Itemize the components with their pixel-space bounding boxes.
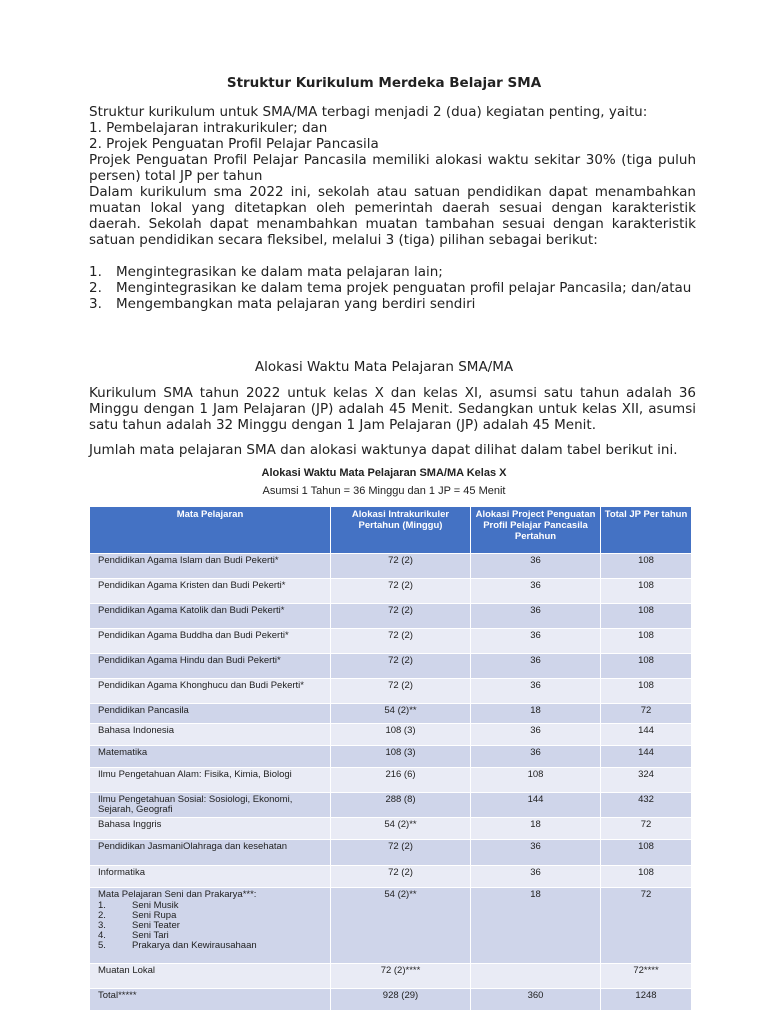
cell-projek: 36	[471, 579, 601, 604]
table-subcaption: Asumsi 1 Tahun = 36 Minggu dan 1 JP = 45 Menit	[262, 485, 506, 497]
cell-total: 108	[601, 840, 692, 866]
cell-subject: Pendidikan Agama Islam dan Budi Pekerti*	[90, 554, 331, 579]
table-row	[90, 793, 692, 818]
header-intra: Alokasi Intrakurikuler Pertahun (Minggu)	[331, 507, 471, 554]
list-text: Mengintegrasikan ke dalam mata pelajaran lain;	[116, 264, 443, 280]
allocation-table	[89, 506, 692, 1011]
list-number: 2.	[98, 910, 106, 921]
cell-subject: Pendidikan Agama Hindu dan Budi Pekerti*	[90, 654, 331, 679]
table-row	[90, 579, 692, 604]
cell-projek: 18	[471, 704, 601, 724]
cell-projek: 36	[471, 746, 601, 768]
list-number: 1.	[98, 900, 106, 911]
cell-subject: Total*****	[90, 989, 331, 1011]
cell-total: 1248	[601, 989, 692, 1011]
cell-intra: 72 (2)	[331, 840, 471, 866]
document-title: Struktur Kurikulum Merdeka Belajar SMA	[226, 75, 542, 91]
cell-total: 108	[601, 554, 692, 579]
cell-projek: 36	[471, 554, 601, 579]
cell-subject: Bahasa Inggris	[90, 818, 331, 840]
cell-intra: 54 (2)**	[331, 818, 471, 840]
cell-total: 108	[601, 679, 692, 704]
section-title: Alokasi Waktu Mata Pelajaran SMA/MA	[254, 359, 514, 375]
table-header-row	[90, 507, 692, 554]
cell-projek: 36	[471, 654, 601, 679]
list-text: Mengintegrasikan ke dalam tema projek penguatan profil pelajar Pancasila; dan/atau	[116, 280, 692, 296]
table-row	[90, 554, 692, 579]
cell-subject: Pendidikan JasmaniOlahraga dan kesehatan	[90, 840, 331, 866]
list-number: 1.	[89, 264, 102, 280]
cell-subject: Pendidikan Agama Katolik dan Budi Pekerti*	[90, 604, 331, 629]
cell-intra: 72 (2)	[331, 554, 471, 579]
list-number: 3.	[98, 920, 106, 931]
intro-item-2: 2. Projek Penguatan Profil Pelajar Pancasila	[89, 136, 379, 152]
seni-list	[98, 901, 322, 951]
cell-intra: 108 (3)	[331, 746, 471, 768]
list-number: 5.	[98, 940, 106, 951]
cell-intra: 288 (8)	[331, 793, 471, 818]
cell-subject: Bahasa Indonesia	[90, 724, 331, 746]
cell-subject: Pendidikan Agama Kristen dan Budi Pekerti*	[90, 579, 331, 604]
table-caption: Alokasi Waktu Mata Pelajaran SMA/MA Kelas X	[261, 467, 507, 479]
table-row	[90, 704, 692, 724]
cell-projek: 18	[471, 888, 601, 964]
table-row-muatan-lokal	[90, 964, 692, 989]
cell-subject: Pendidikan Agama Khonghucu dan Budi Pekerti*	[90, 679, 331, 704]
list-number: 2.	[89, 280, 102, 296]
list-text: Seni Rupa	[132, 910, 177, 921]
cell-projek: 36	[471, 724, 601, 746]
intro-item-1: 1. Pembelajaran intrakurikuler; dan	[89, 120, 328, 136]
cell-projek	[471, 964, 601, 989]
cell-projek: 36	[471, 629, 601, 654]
table-row	[90, 818, 692, 840]
cell-intra: 72 (2)	[331, 679, 471, 704]
cell-intra: 72 (2)	[331, 654, 471, 679]
cell-total: 108	[601, 579, 692, 604]
cell-projek: 36	[471, 840, 601, 866]
table-row	[90, 866, 692, 888]
cell-total: 108	[601, 654, 692, 679]
cell-subject	[90, 888, 331, 964]
header-total: Total JP Per tahun	[601, 507, 692, 554]
projek-paragraph: Projek Penguatan Profil Pelajar Pancasila memiliki alokasi waktu sekitar 30% (tiga puluh persen) total JP per tahun	[89, 152, 696, 184]
table-row	[90, 679, 692, 704]
cell-intra: 72 (2)****	[331, 964, 471, 989]
cell-total: 144	[601, 746, 692, 768]
table-row	[90, 840, 692, 866]
list-item	[98, 941, 322, 951]
cell-projek: 36	[471, 679, 601, 704]
cell-subject: Pendidikan Agama Buddha dan Budi Pekerti*	[90, 629, 331, 654]
list-text: Seni Musik	[132, 900, 179, 911]
list-text: Seni Tari	[132, 930, 169, 941]
table-row	[90, 654, 692, 679]
cell-intra: 72 (2)	[331, 604, 471, 629]
cell-total: 72	[601, 888, 692, 964]
options-list	[89, 264, 696, 312]
cell-projek: 18	[471, 818, 601, 840]
alokasi-paragraph: Kurikulum SMA tahun 2022 untuk kelas X dan kelas XI, asumsi satu tahun adalah 36 Minggu dengan 1 Jam Pelajaran (JP) adalah 45 Menit. Sedangkan untuk kelas XII, asumsi satu tahun adalah 32 Minggu dengan 1 Jam Pelajaran (JP) adalah 45 Menit.	[89, 385, 696, 433]
cell-projek: 108	[471, 768, 601, 793]
list-text: Mengembangkan mata pelajaran yang berdiri sendiri	[116, 296, 476, 312]
table-row	[90, 768, 692, 793]
cell-total: 108	[601, 866, 692, 888]
list-number: 3.	[89, 296, 102, 312]
cell-total: 108	[601, 629, 692, 654]
intro-line: Struktur kurikulum untuk SMA/MA terbagi menjadi 2 (dua) kegiatan penting, yaitu:	[89, 104, 648, 120]
list-text: Prakarya dan Kewirausahaan	[132, 940, 257, 951]
list-item	[89, 264, 696, 280]
cell-total: 324	[601, 768, 692, 793]
list-number: 4.	[98, 930, 106, 941]
cell-subject: Ilmu Pengetahuan Alam: Fisika, Kimia, Biologi	[90, 768, 331, 793]
cell-intra: 72 (2)	[331, 629, 471, 654]
cell-total: 72****	[601, 964, 692, 989]
cell-subject: Muatan Lokal	[90, 964, 331, 989]
cell-total: 72	[601, 704, 692, 724]
cell-intra: 216 (6)	[331, 768, 471, 793]
cell-subject: Pendidikan Pancasila	[90, 704, 331, 724]
muatan-paragraph: Dalam kurikulum sma 2022 ini, sekolah atau satuan pendidikan dapat menambahkan muatan lokal yang ditetapkan oleh pemerintah daerah sesuai dengan karakteristik daerah. Sekolah dapat menambahkan muatan tambahan sesuai dengan karakteristik satuan pendidikan secara fleksibel, melalui 3 (tiga) pilihan sebagai berikut:	[89, 184, 696, 248]
list-item	[89, 296, 696, 312]
table-intro: Jumlah mata pelajaran SMA dan alokasi waktunya dapat dilihat dalam tabel berikut ini.	[89, 442, 678, 458]
cell-intra: 72 (2)	[331, 866, 471, 888]
cell-total: 432	[601, 793, 692, 818]
list-item	[89, 280, 696, 296]
cell-subject: Matematika	[90, 746, 331, 768]
cell-projek: 36	[471, 866, 601, 888]
cell-total: 72	[601, 818, 692, 840]
header-subject: Mata Pelajaran	[90, 507, 331, 554]
cell-projek: 144	[471, 793, 601, 818]
cell-subject: Informatika	[90, 866, 331, 888]
seni-title: Mata Pelajaran Seni dan Prakarya***:	[98, 889, 257, 900]
table-row	[90, 604, 692, 629]
table-row-seni	[90, 888, 692, 964]
cell-subject: Ilmu Pengetahuan Sosial: Sosiologi, Ekonomi, Sejarah, Geografi	[90, 793, 331, 818]
cell-total: 108	[601, 604, 692, 629]
table-row	[90, 629, 692, 654]
cell-total: 144	[601, 724, 692, 746]
header-projek: Alokasi Project Penguatan Profil Pelajar Pancasila Pertahun	[471, 507, 601, 554]
list-text: Seni Teater	[132, 920, 180, 931]
cell-intra: 72 (2)	[331, 579, 471, 604]
cell-projek: 36	[471, 604, 601, 629]
cell-intra: 928 (29)	[331, 989, 471, 1011]
cell-projek: 360	[471, 989, 601, 1011]
table-row-total	[90, 989, 692, 1011]
cell-intra: 54 (2)**	[331, 704, 471, 724]
table-row	[90, 724, 692, 746]
cell-intra: 108 (3)	[331, 724, 471, 746]
table-row	[90, 746, 692, 768]
cell-intra: 54 (2)**	[331, 888, 471, 964]
